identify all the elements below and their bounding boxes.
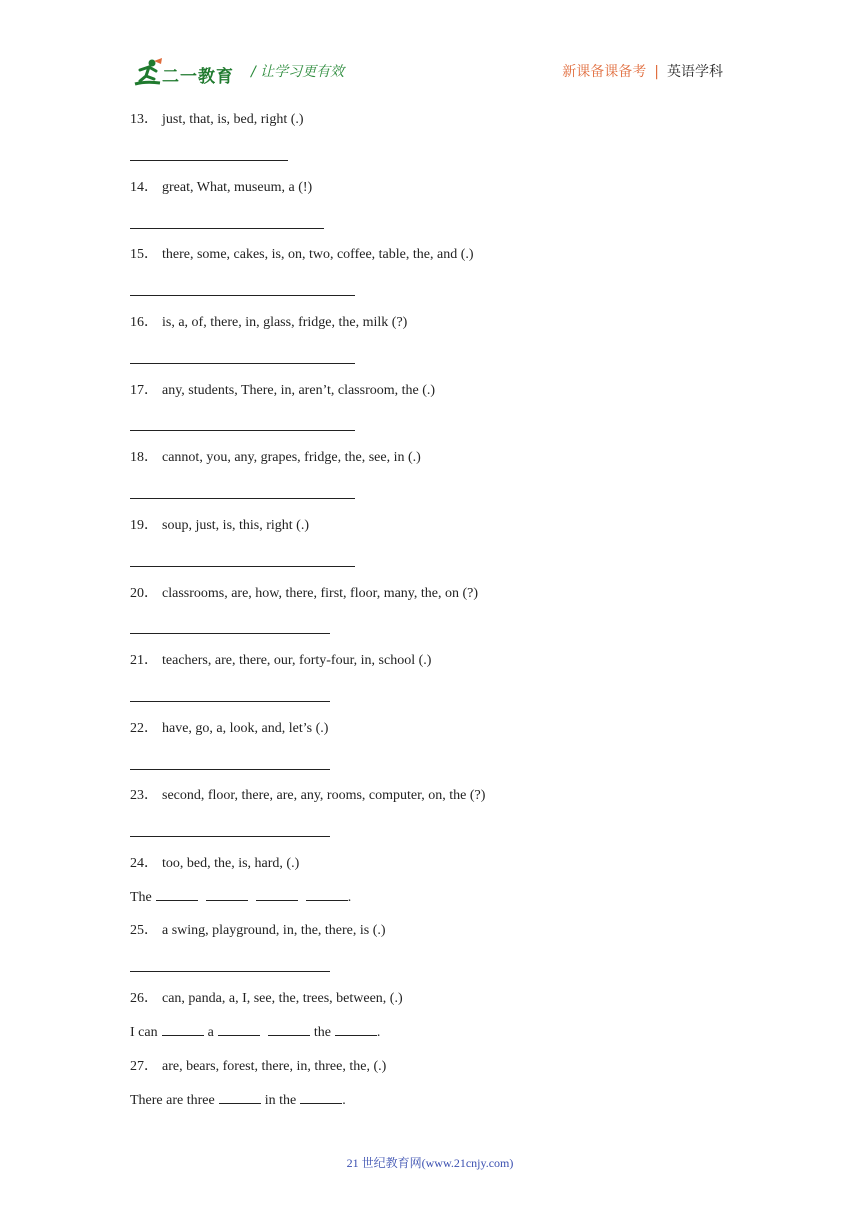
question-words: teachers, are, there, our, forty-four, in, school (.) [162, 653, 432, 668]
question-words: a swing, playground, in, the, there, is (.) [162, 923, 386, 938]
question-words: too, bed, the, is, hard, (.) [162, 856, 300, 871]
question-words: any, students, There, in, aren’t, classroom, the (.) [162, 383, 436, 398]
question-number: 21． [130, 653, 158, 668]
blank[interactable] [219, 1091, 261, 1104]
header-subject-info [562, 61, 723, 81]
question-number: 24． [130, 856, 158, 871]
question-words: are, bears, forest, there, in, three, the, (.) [162, 1059, 387, 1074]
answer-line-19[interactable] [130, 566, 355, 567]
question-22 [130, 719, 328, 739]
fill-start: There are three [130, 1093, 215, 1108]
question-15 [130, 245, 474, 265]
question-words: second, floor, there, are, any, rooms, computer, on, the (?) [162, 788, 486, 803]
slogan: / 让学习更有效 [251, 64, 345, 80]
answer-line-20[interactable] [130, 633, 330, 634]
header-course-label: 新课备课备考 [562, 64, 647, 80]
question-number: 19． [130, 518, 158, 533]
answer-line-22[interactable] [130, 769, 330, 770]
question-19 [130, 516, 309, 536]
question-18 [130, 448, 421, 468]
blank[interactable] [218, 1023, 260, 1036]
fill-sentence-24 [130, 888, 351, 908]
answer-line-13[interactable] [130, 160, 288, 161]
question-words: soup, just, is, this, right (.) [162, 518, 310, 533]
blank[interactable] [300, 1091, 342, 1104]
question-25 [130, 921, 386, 941]
question-words: have, go, a, look, and, let’s (.) [162, 721, 329, 736]
fill-start: I can [130, 1025, 158, 1040]
question-number: 26． [130, 991, 158, 1006]
question-words: classrooms, are, how, there, first, floor, many, the, on (?) [162, 586, 479, 601]
blank[interactable] [162, 1023, 204, 1036]
question-number: 15． [130, 247, 158, 262]
blank[interactable] [335, 1023, 377, 1036]
question-number: 23． [130, 788, 158, 803]
blank[interactable] [206, 888, 248, 901]
page-footer: 21 世纪教育网(www.21cnjy.com) [346, 1156, 514, 1170]
question-14 [130, 178, 312, 198]
question-number: 18． [130, 450, 158, 465]
question-number: 25． [130, 923, 158, 938]
answer-line-15[interactable] [130, 295, 355, 296]
answer-line-25[interactable] [130, 971, 330, 972]
runner-logo-icon [132, 57, 164, 89]
question-21 [130, 651, 431, 671]
question-16 [130, 313, 407, 333]
question-number: 22． [130, 721, 158, 736]
question-words: just, that, is, bed, right (.) [162, 112, 304, 127]
question-24 [130, 854, 299, 874]
blank[interactable] [306, 888, 348, 901]
page-header [0, 0, 860, 100]
blank[interactable] [268, 1023, 310, 1036]
blank[interactable] [156, 888, 198, 901]
fill-word: a [207, 1025, 214, 1040]
answer-line-21[interactable] [130, 701, 330, 702]
header-subject: 英语学科 [667, 64, 723, 80]
question-words: is, a, of, there, in, glass, fridge, the, milk (?) [162, 315, 408, 330]
question-26 [130, 989, 403, 1009]
question-number: 27． [130, 1059, 158, 1074]
fill-word: the [313, 1025, 331, 1040]
question-words: can, panda, a, I, see, the, trees, between, (.) [162, 991, 403, 1006]
question-20 [130, 584, 478, 604]
question-13 [130, 110, 304, 130]
fill-sentence-26 [130, 1023, 380, 1043]
fill-word: in the [264, 1093, 297, 1108]
question-number: 13． [130, 112, 158, 127]
question-number: 17． [130, 383, 158, 398]
answer-line-14[interactable] [130, 228, 324, 229]
question-words: cannot, you, any, grapes, fridge, the, see, in (.) [162, 450, 421, 465]
question-27 [130, 1057, 386, 1077]
fill-end: . [347, 890, 352, 905]
fill-end: . [376, 1025, 381, 1040]
logo-text: 二一教育 [162, 67, 234, 87]
header-separator: | [654, 64, 659, 80]
question-number: 20． [130, 586, 158, 601]
fill-start: The [130, 890, 152, 905]
blank[interactable] [256, 888, 298, 901]
answer-line-17[interactable] [130, 430, 355, 431]
fill-sentence-27 [130, 1091, 346, 1111]
question-17 [130, 381, 435, 401]
answer-line-23[interactable] [130, 836, 330, 837]
question-number: 16． [130, 315, 158, 330]
question-words: there, some, cakes, is, on, two, coffee, table, the, and (.) [162, 247, 474, 262]
fill-end: . [342, 1093, 346, 1108]
answer-line-16[interactable] [130, 363, 355, 364]
question-23 [130, 786, 485, 806]
answer-line-18[interactable] [130, 498, 355, 499]
question-words: great, What, museum, a (!) [162, 180, 313, 195]
question-number: 14． [130, 180, 158, 195]
logo [132, 57, 240, 89]
